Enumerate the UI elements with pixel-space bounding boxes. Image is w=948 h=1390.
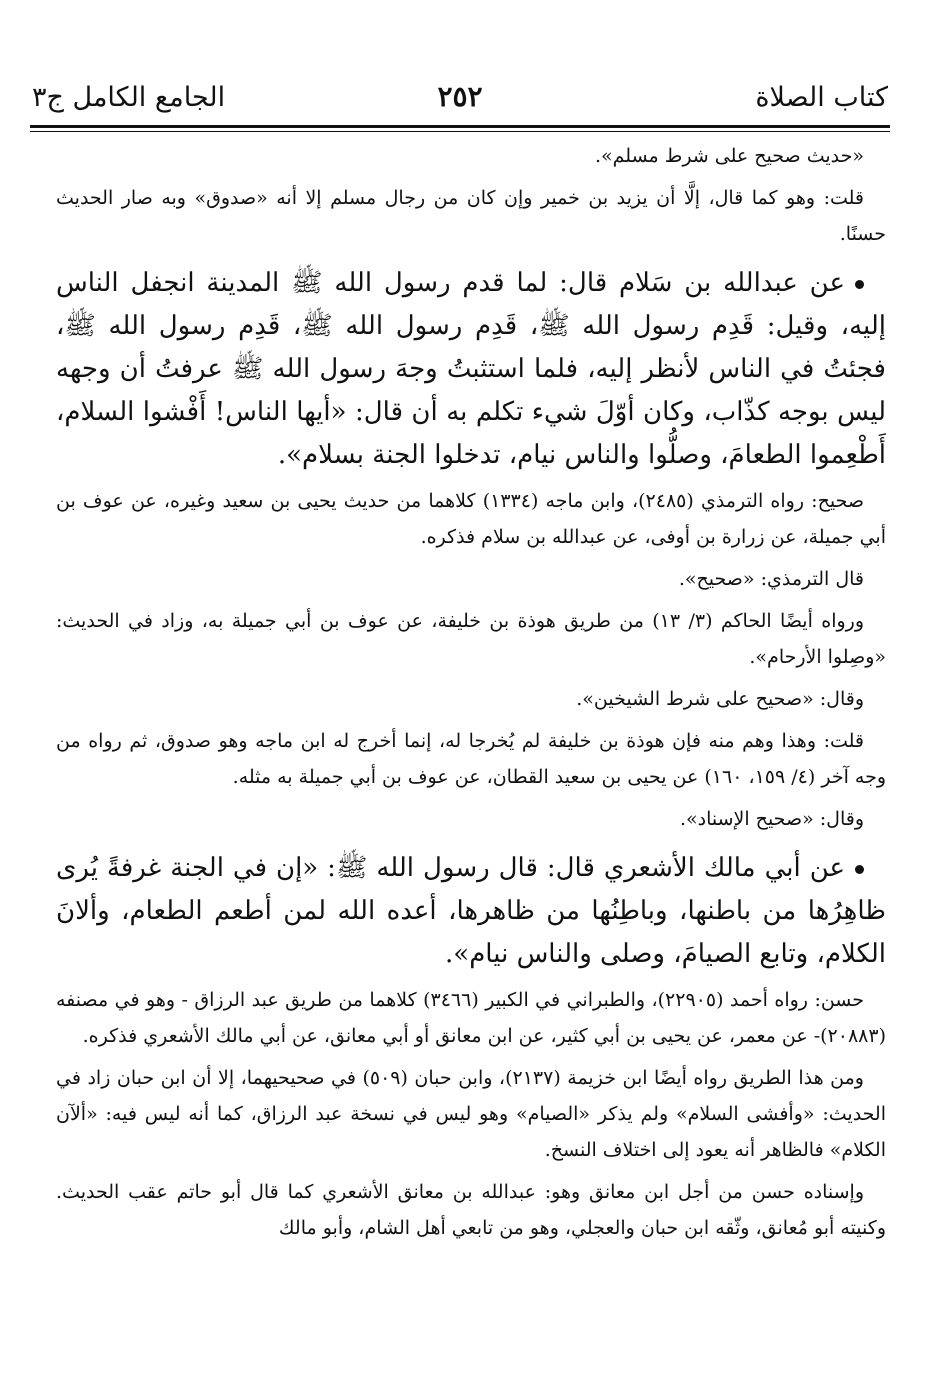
hadith-text: عن عبدالله بن سَلام قال: لما قدم رسول الله ﷺ المدينة انجفل الناس إليه، وقيل: قَدِم رسول الله ﷺ، قَدِم رسول الله ﷺ، قَدِم رسول الله ﷺ، فجئتُ في الناس لأنظر إليه، فلما استثبتُ وجهَ رسول الله ﷺ عرفتُ أن وجهه ليس بوجه كذّاب، وكان أوّلَ شيء تكلم به أن قال: «أيها الناس! أَفْشوا السلام، أَطْعِموا الطعامَ، وصلُّوا والناس نيام، تدخلوا الجنة بسلام». <box>56 268 886 470</box>
commentary-paragraph: قال الترمذي: «صحيح». <box>678 568 864 590</box>
quoted-ruling: «حديث صحيح على شرط مسلم». <box>594 145 864 167</box>
takhrij-paragraph: حسن: رواه أحمد (٢٢٩٠٥)، والطبراني في الكبير (٣٤٦٦) كلاهما من طريق عبد الرزاق - وهو في مصنفه (٢٠٨٨٣)- عن معمر، عن يحيى بن أبي كثير، عن ابن معانق أو أبي معانق، عن أبي مالك الأشعري فذكره. <box>56 989 886 1047</box>
hadith-bullet <box>855 865 864 874</box>
commentary-paragraph: ومن هذا الطريق رواه أيضًا ابن خزيمة (٢١٣٧)، وابن حبان (٥٠٩) في صحيحيهما، إلا أن ابن حبان زاد في الحديث: «وأفشى السلام» ولم يذكر «الصيام» وهو ليس في نسخة عبد الرزاق، كما أنه ليس فيه: «ألآن الكلام» فالظاهر أنه يعود إلى اختلاف النسخ. <box>56 1067 886 1161</box>
header-rule-thin <box>30 131 890 132</box>
page-header <box>32 78 888 124</box>
hadith-paragraph <box>56 262 886 477</box>
commentary-paragraph: قلت: وهذا وهم منه فإن هوذة بن خليفة لم يُخرجا له، إنما أخرج له ابن ماجه وهو صدوق، ثم رواه من وجه آخر (٤/ ١٥٩، ١٦٠) عن يحيى بن سعيد القطان، عن عوف بن أبي جميلة به مثله. <box>56 730 886 788</box>
commentary-paragraph: ورواه أيضًا الحاكم (٣/ ١٣) من طريق هوذة بن خليفة، عن عوف بن أبي جميلة به، وزاد في الحديث: «وصِلوا الأرحام». <box>56 610 886 668</box>
commentary-paragraph: وقال: «صحيح على شرط الشيخين». <box>576 688 864 710</box>
hadith-paragraph <box>56 847 886 976</box>
commentary-paragraph: قلت: وهو كما قال، إلَّا أن يزيد بن خمير وإن كان من رجال مسلم إلا أنه «صدوق» وبه صار الحديث حسنًا. <box>56 187 886 245</box>
commentary-paragraph: وإسناده حسن من أجل ابن معانق وهو: عبدالله بن معانق الأشعري كما قال أبو حاتم عقب الحديث. وكنيته أبو مُعانق، وثّقه ابن حبان والعجلي، وهو من تابعي أهل الشام، وأبو مالك <box>56 1181 886 1239</box>
takhrij-paragraph: صحيح: رواه الترمذي (٢٤٨٥)، وابن ماجه (١٣٣٤) كلاهما من حديث يحيى بن سعيد وغيره، عن عوف بن أبي جميلة، عن زرارة بن أوفى، عن عبدالله بن سلام فذكره. <box>56 490 886 548</box>
book-title: الجامع الكامل ج٣ <box>32 82 226 113</box>
chapter-title: كتاب الصلاة <box>755 82 888 113</box>
page-number: ٢٥٢ <box>437 80 483 113</box>
commentary-paragraph: وقال: «صحيح الإسناد». <box>679 808 864 830</box>
header-rule-thick <box>30 125 890 128</box>
hadith-bullet <box>855 280 864 289</box>
page-body <box>56 138 886 1246</box>
hadith-text: عن أبي مالك الأشعري قال: قال رسول الله ﷺ: «إن في الجنة غرفةً يُرى ظاهِرُها من باطنها، وباطِنُها من ظاهرها، أعده الله لمن أطعم الطعام، وألانَ الكلام، وتابع الصيامَ، وصلى والناس نيام». <box>56 853 886 969</box>
